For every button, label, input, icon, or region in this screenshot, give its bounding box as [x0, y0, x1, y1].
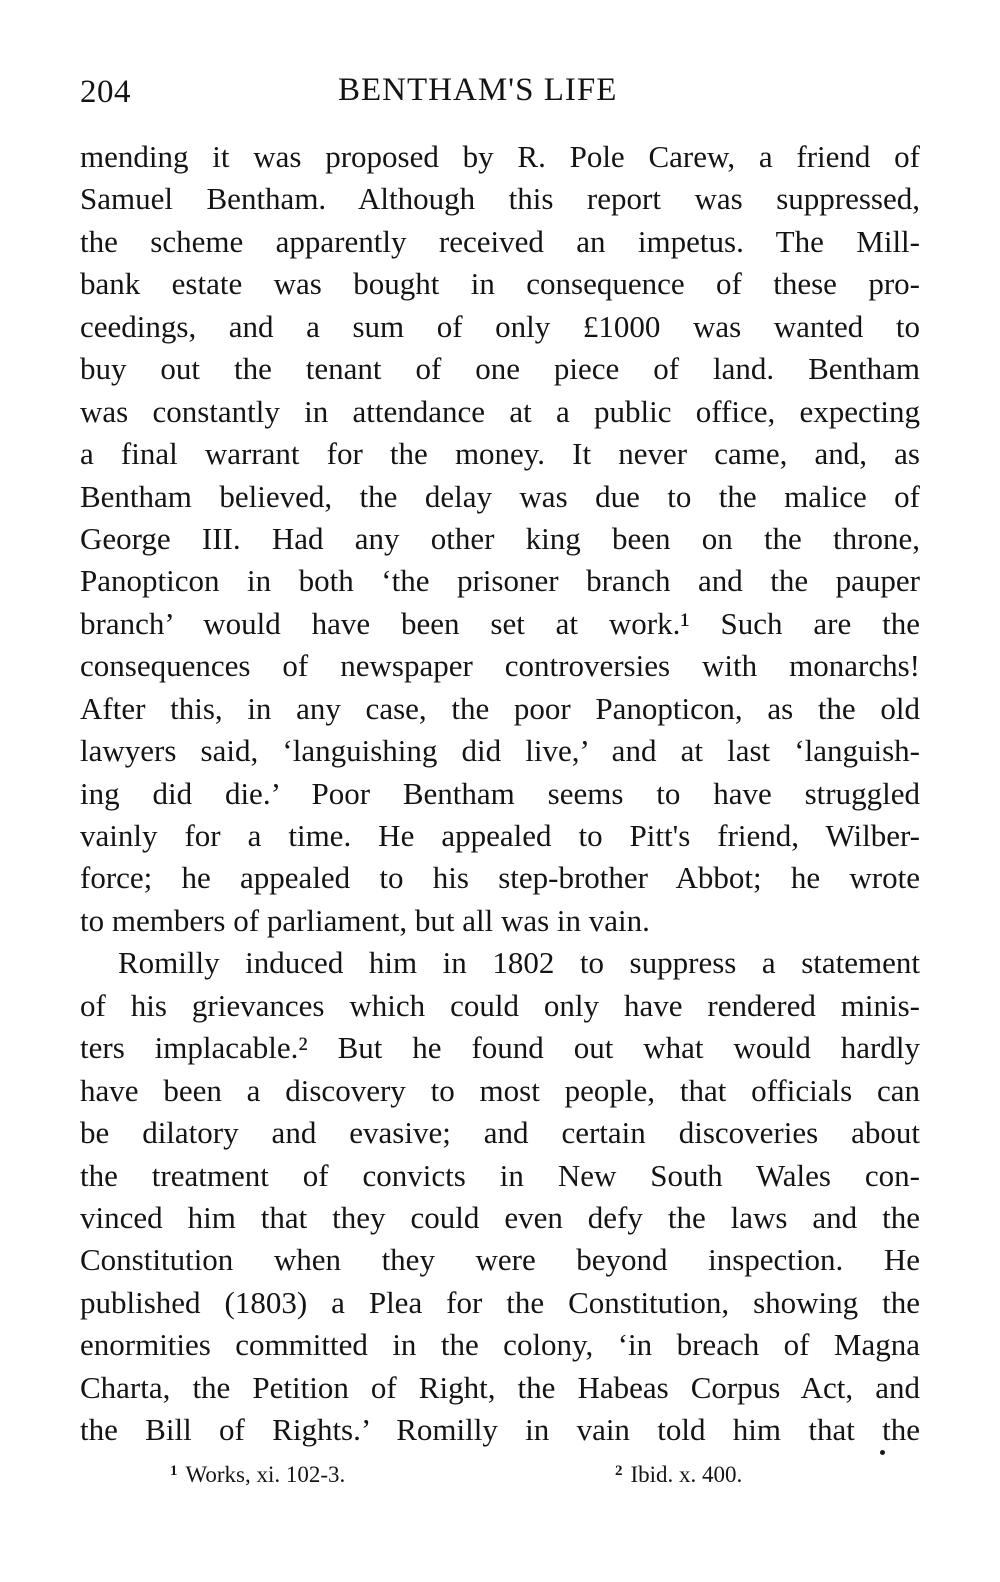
text-line: of his grievances which could only have rendered minis- — [80, 987, 920, 1023]
page-number: 204 — [80, 74, 131, 110]
text-line: be dilatory and evasive; and certain discoveries about — [80, 1115, 920, 1151]
text-line: mending it was proposed by R. Pole Carew, a friend of — [80, 139, 920, 174]
text-line: a final warrant for the money. It never came, and, as — [80, 436, 920, 472]
text-line: Samuel Bentham. Although this report was suppressed, — [80, 181, 920, 217]
paragraph-1 — [80, 136, 920, 942]
text-line: was constantly in attendance at a public office, expecting — [80, 393, 920, 429]
footnote-1 — [170, 1462, 345, 1488]
text-line: buy out the tenant of one piece of land. Bentham — [80, 351, 920, 387]
text-line: bank estate was bought in consequence of these pro- — [80, 266, 920, 302]
text-line: the scheme apparently received an impetus. The Mill- — [80, 223, 920, 259]
ink-speck — [880, 1450, 885, 1455]
footnote-text: Ibid. x. 400. — [630, 1462, 743, 1487]
text-line: force; he appealed to his step-brother Abbot; he wrote — [80, 860, 920, 896]
text-line: Charta, the Petition of Right, the Habeas Corpus Act, and — [80, 1369, 920, 1405]
footnote-marker: 2 — [615, 1463, 623, 1479]
text-line: Romilly induced him in 1802 to suppress a statement — [118, 945, 920, 981]
text-line: Bentham believed, the delay was due to the malice of — [80, 478, 920, 514]
text-line: ceedings, and a sum of only £1000 was wanted to — [80, 308, 920, 344]
footnote-marker: 1 — [170, 1463, 178, 1479]
text-line: vainly for a time. He appealed to Pitt's friend, Wilber- — [80, 818, 920, 853]
text-line: lawyers said, ‘languishing did live,’ and at last ‘languish- — [80, 733, 920, 769]
text-line: the Bill of Rights.’ Romilly in vain told him that the — [80, 1412, 920, 1448]
footnote-text: Works, xi. 102-3. — [185, 1462, 346, 1487]
text-line: George III. Had any other king been on the throne, — [80, 520, 920, 556]
text-line: enormities committed in the colony, ‘in breach of Magna — [80, 1327, 920, 1363]
text-line: ing did die.’ Poor Bentham seems to have struggled — [80, 775, 920, 811]
body-text — [80, 136, 920, 1452]
text-line: vinced him that they could even defy the laws and the — [80, 1199, 920, 1235]
paragraph-2 — [80, 942, 920, 1451]
text-line: published (1803) a Plea for the Constitution, showing the — [80, 1284, 920, 1320]
running-head — [80, 72, 920, 122]
text-line: have been a discovery to most people, that officials can — [80, 1072, 920, 1108]
text-line: branch’ would have been set at work.¹ Such are the — [80, 605, 920, 641]
footnotes — [80, 1462, 920, 1498]
text-line: ters implacable.² But he found out what would hardly — [80, 1030, 920, 1066]
running-title: BENTHAM'S LIFE — [338, 72, 618, 108]
text-line: consequences of newspaper controversies with monarchs! — [80, 648, 920, 684]
text-line: the treatment of convicts in New South Wales con- — [80, 1157, 920, 1193]
footnote-2 — [615, 1462, 742, 1488]
text-line: Constitution when they were beyond inspection. He — [80, 1242, 920, 1278]
text-line: Panopticon in both ‘the prisoner branch and the pauper — [80, 563, 920, 599]
text-line: After this, in any case, the poor Panopticon, as the old — [80, 690, 920, 726]
text-line: to members of parliament, but all was in vain. — [80, 902, 650, 938]
